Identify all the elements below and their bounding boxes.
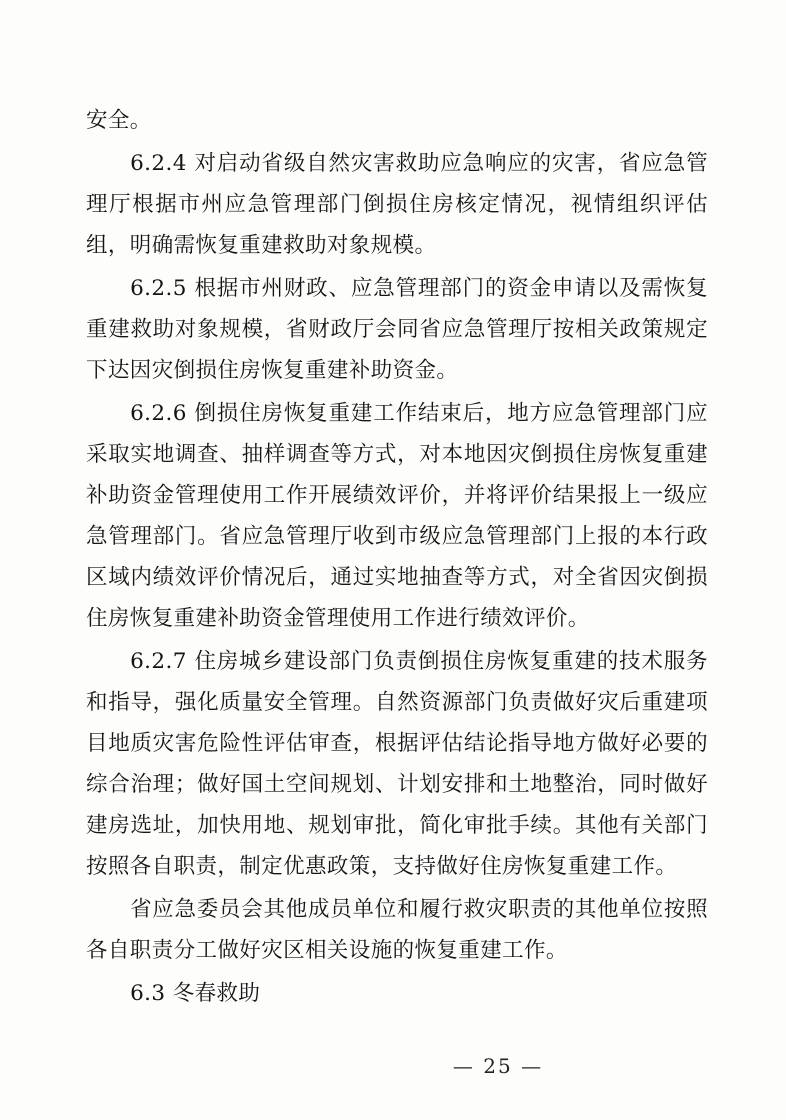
paragraph-other-units: 省应急委员会其他成员单位和履行救灾职责的其他单位按照各自职责分工做好灾区相关设施的恢复重建工作。 [86,897,708,963]
paragraph-6-2-4: 6.2.4 对启动省级自然灾害救助应急响应的灾害，省应急管理厅根据市州应急管理部门倒损住房核定情况，视情组织评估组，明确需恢复重建救助对象规模。 [86,151,708,258]
paragraph-6-2-7: 6.2.7 住房城乡建设部门负责倒损住房恢复重建的技术服务和指导，强化质量安全管理。自然资源部门负责做好灾后重建项目地质灾害危险性评估审查，根据评估结论指导地方做好必要的综合治理；做好国土空间规划、计划安排和土地整治，同时做好建房选址，加快用地、规划审批，简化审批手续。其他有关部门按照各自职责，制定优惠政策，支持做好住房恢复重建工作。 [86,649,708,879]
paragraph-6-2-5: 6.2.5 根据市州财政、应急管理部门的资金申请以及需恢复重建救助对象规模，省财政厅会同省应急管理厅按相关政策规定下达因灾倒损住房恢复重建补助资金。 [86,276,708,383]
page-footer [0,1054,786,1078]
paragraph-6-2-6: 6.2.6 倒损住房恢复重建工作结束后，地方应急管理部门应采取实地调查、抽样调查等方式，对本地因灾倒损住房恢复重建补助资金管理使用工作开展绩效评价，并将评价结果报上一级应急管理部门。省应急管理厅收到市级应急管理部门上报的本行政区域内绩效评价情况后，通过实地抽查等方式，对全省因灾倒损住房恢复重建补助资金管理使用工作进行绩效评价。 [86,401,708,631]
document-body [86,100,708,1014]
page-number: — 25 — [452,1054,544,1078]
paragraph-6-3-heading: 6.3 冬春救助 [130,981,261,1006]
paragraph-safety: 安全。 [86,108,152,133]
